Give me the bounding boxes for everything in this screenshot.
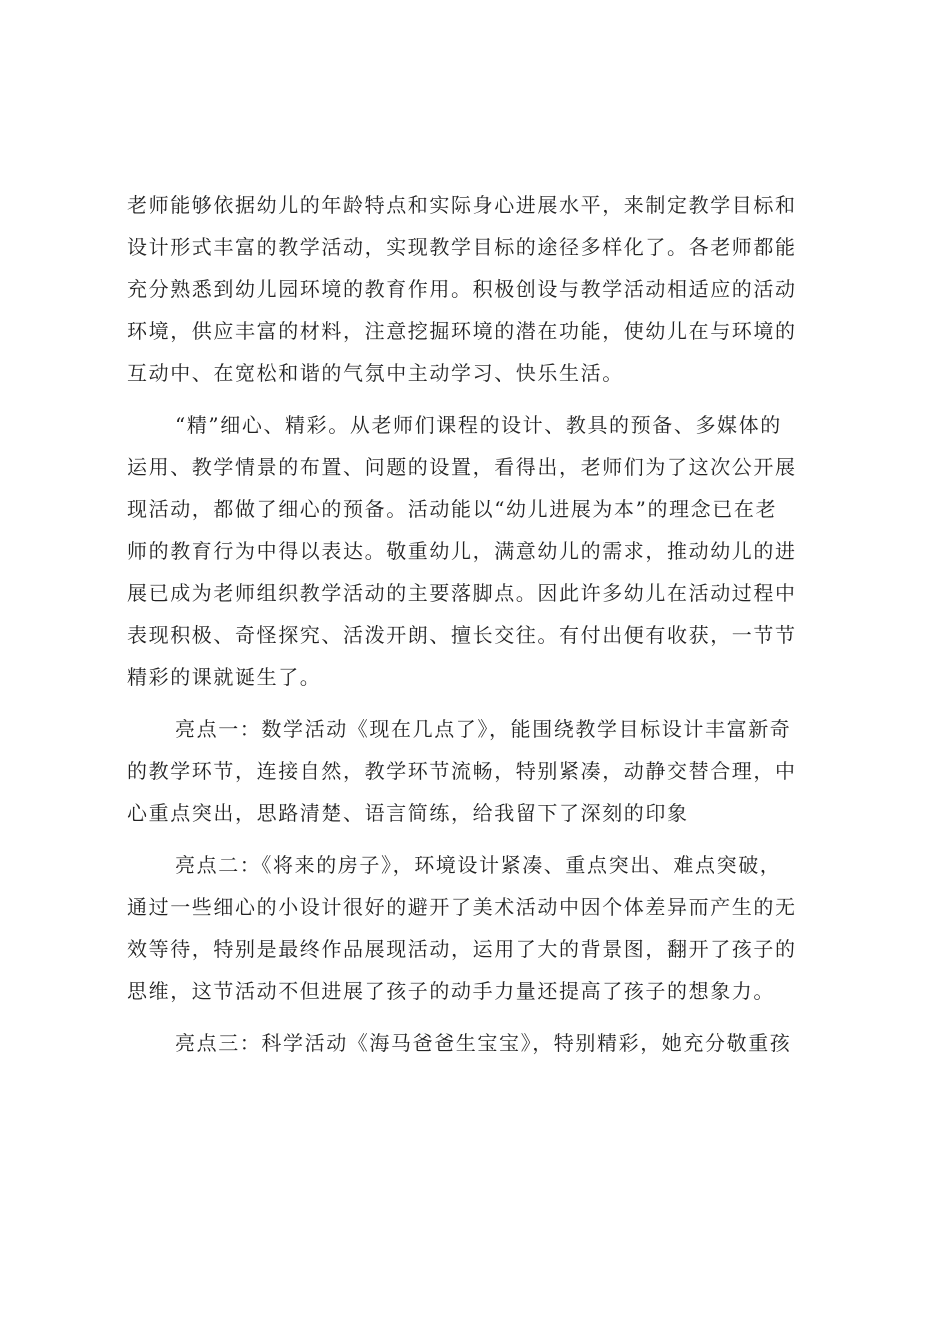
text-line: 精彩的课就诞生了。	[127, 665, 322, 689]
text-line: 环境，供应丰富的材料，注意挖掘环境的潜在功能，使幼儿在与环境的	[127, 319, 797, 343]
text-line: 通过一些细心的小设计很好的避开了美术活动中因个体差异而产生的无	[127, 895, 797, 919]
text-line: 运用、教学情景的布置、问题的设置，看得出，老师们为了这次公开展	[127, 455, 797, 479]
paragraph-jing	[127, 404, 831, 698]
text-line: 的教学环节，连接自然，教学环节流畅，特别紧凑，动静交替合理，中	[127, 759, 797, 783]
paragraph-highlight-3	[127, 1022, 831, 1064]
text-line: 亮点二：《将来的房子》，环境设计紧凑、重点突出、难点突破，	[175, 853, 782, 877]
text-line: 亮点三：科学活动《海马爸爸生宝宝》，特别精彩，她充分敬重孩	[175, 1031, 792, 1055]
text-line: 现活动，都做了细心的预备。活动能以“幼儿进展为本”的理念已在老	[127, 497, 778, 521]
text-line: 充分熟悉到幼儿园环境的教育作用。积极创设与教学活动相适应的活动	[127, 277, 797, 301]
paragraph-highlight-2	[127, 844, 831, 1012]
text-line: “精”细心、精彩。从老师们课程的设计、教具的预备、多媒体的	[175, 413, 782, 437]
text-line: 展已成为老师组织教学活动的主要落脚点。因此许多幼儿在活动过程中	[127, 581, 797, 605]
paragraph-highlight-1	[127, 708, 831, 834]
text-line: 表现积极、奇怪探究、活泼开朗、擅长交往。有付出便有收获，一节节	[127, 623, 797, 647]
text-line: 设计形式丰富的教学活动，实现教学目标的途径多样化了。各老师都能	[127, 235, 797, 259]
paragraph-intro	[127, 184, 831, 394]
text-line: 思维，这节活动不但进展了孩子的动手力量还提高了孩子的想象力。	[127, 979, 775, 1003]
document-body	[127, 184, 831, 1064]
text-line: 效等待，特别是最终作品展现活动，运用了大的背景图，翻开了孩子的	[127, 937, 797, 961]
text-line: 亮点一：数学活动《现在几点了》，能围绕教学目标设计丰富新奇	[175, 717, 792, 741]
text-line: 互动中、在宽松和谐的气氛中主动学习、快乐生活。	[127, 361, 624, 385]
text-line: 心重点突出，思路清楚、语言简练，给我留下了深刻的印象	[127, 801, 689, 825]
text-line: 师的教育行为中得以表达。敬重幼儿，满意幼儿的需求，推动幼儿的进	[127, 539, 797, 563]
text-line: 老师能够依据幼儿的年龄特点和实际身心进展水平，来制定教学目标和	[127, 193, 797, 217]
